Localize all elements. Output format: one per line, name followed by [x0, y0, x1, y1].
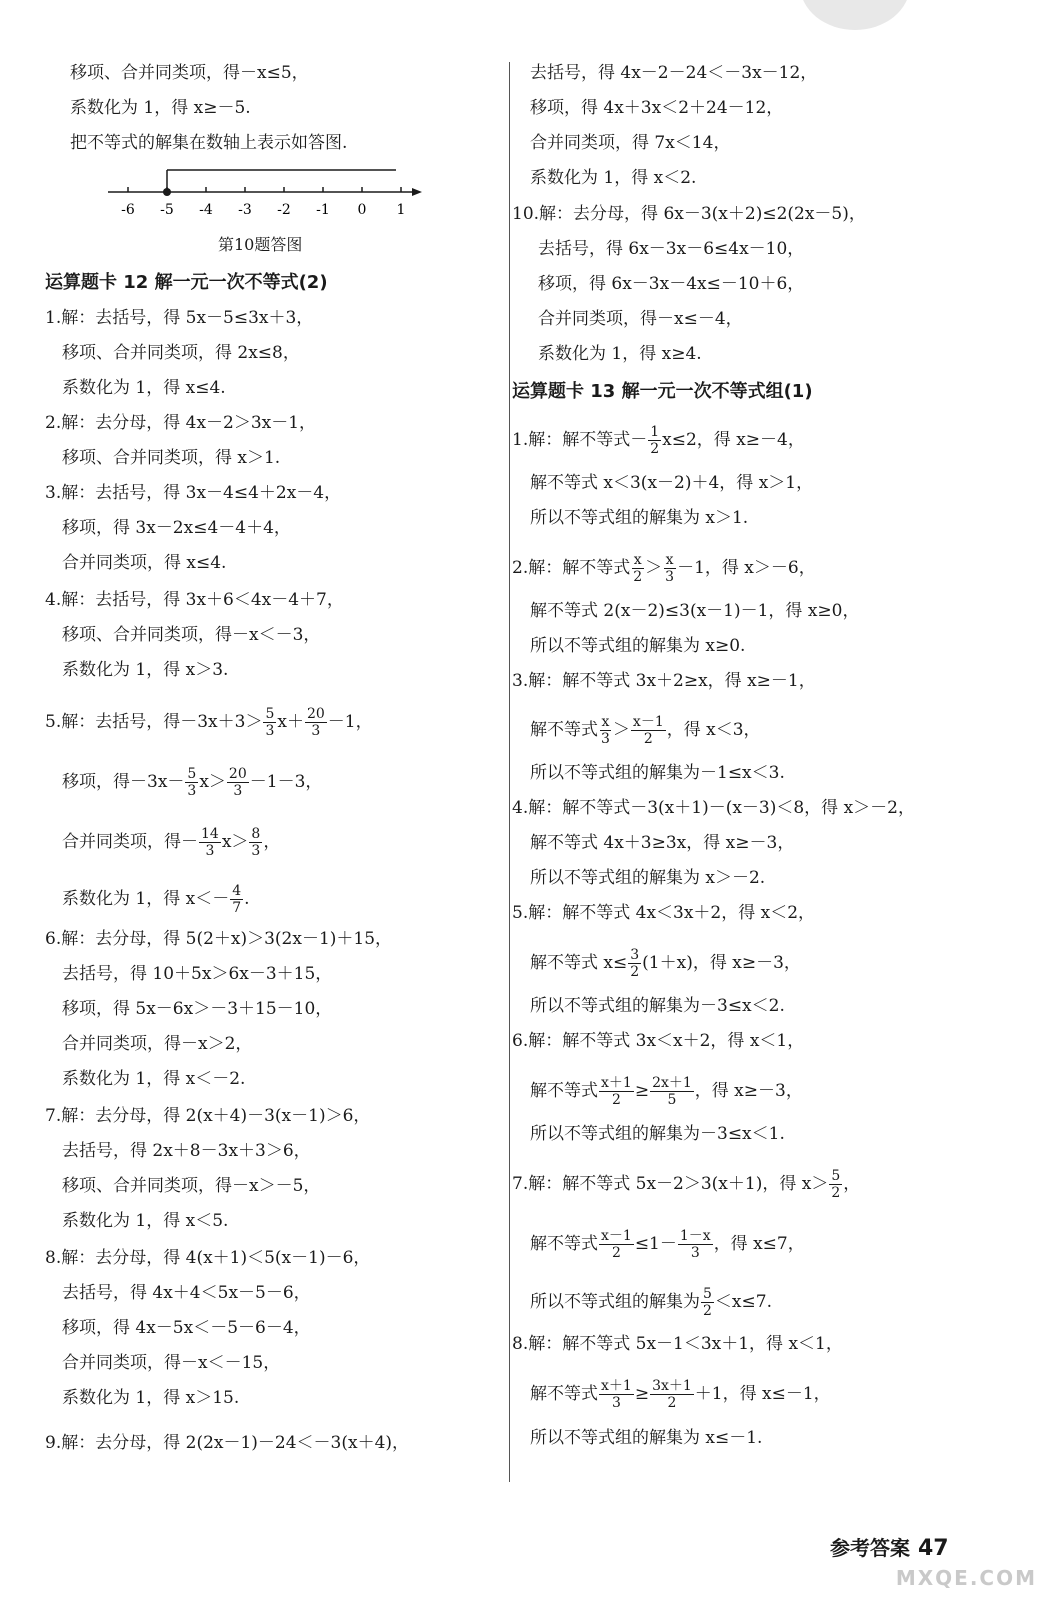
text-line: 3.解：去括号，得 3x－4≤4＋2x－4，	[45, 483, 342, 503]
text-line: 移项，得 4x－5x＜－5－6－4，	[62, 1318, 311, 1338]
formula-line: 解不等式 $\frac{x+1}{3}$ ≥ $\frac{3x+1}{2}$ ＋1，得 x≤－1，	[530, 1378, 831, 1411]
text-line: 系数化为 1，得 x＜5.	[62, 1211, 229, 1231]
tick-label: -3	[238, 202, 252, 218]
footer-label: 参考答案	[830, 1536, 910, 1560]
text-line: 合并同类项，得 7x＜14，	[530, 133, 731, 153]
text-line: 所以不等式组的解集为－3≤x＜2.	[530, 996, 785, 1016]
formula-line: 合并同类项，得－ $\frac{14}{3}$ x＞ $\frac{8}{3}$ ，	[62, 826, 281, 859]
text-line: 把不等式的解集在数轴上表示如答图.	[70, 133, 348, 153]
text-line: 去括号，得 4x＋4＜5x－5－6，	[62, 1283, 311, 1303]
text-line: 所以不等式组的解集为－3≤x＜1.	[530, 1124, 785, 1144]
tick-label: -5	[160, 202, 174, 218]
text-line: 7.解：去分母，得 2(x＋4)－3(x－1)＞6，	[45, 1106, 371, 1126]
watermark: MXQE.COM	[895, 1566, 1037, 1590]
figure-caption: 第10题答图	[218, 235, 303, 254]
formula-line: 2.解：解不等式 $\frac{x}{2}$ ＞ $\frac{x}{3}$ －1，得 x＞－6，	[512, 552, 816, 585]
text-line: 解不等式 x＜3(x－2)＋4，得 x＞1，	[530, 473, 814, 493]
text-line: 合并同类项，得 x≤4.	[62, 553, 227, 573]
text-line: 所以不等式组的解集为 x＞－2.	[530, 868, 766, 888]
text-line: 5.解：解不等式 4x＜3x＋2，得 x＜2，	[512, 903, 816, 923]
text-line: 8.解：去分母，得 4(x＋1)＜5(x－1)－6，	[45, 1248, 371, 1268]
text-line: 移项、合并同类项，得 x＞1.	[62, 448, 281, 468]
number-line-figure	[100, 158, 430, 220]
formula-line: 5.解：去括号，得－3x＋3＞ $\frac{5}{3}$ x＋ $\frac{20}{3}$ －1，	[45, 706, 373, 739]
text-line: 3.解：解不等式 3x＋2≥x，得 x≥－1，	[512, 671, 816, 691]
formula-line: 1.解：解不等式－ $\frac{1}{2}$ x≤2，得 x≥－4，	[512, 424, 805, 457]
tick-label: -1	[316, 202, 330, 218]
formula-line: 系数化为 1，得 x＜－ $\frac{4}{7}$ .	[62, 883, 250, 916]
text-line: 9.解：去分母，得 2(2x－1)－24＜－3(x＋4)，	[45, 1433, 410, 1453]
corner-decoration	[800, 0, 910, 30]
tick-label: -2	[277, 202, 291, 218]
text-line: 系数化为 1，得 x＞3.	[62, 660, 229, 680]
text-line: 所以不等式组的解集为－1≤x＜3.	[530, 763, 785, 783]
tick-label: -6	[121, 202, 135, 218]
text-line: 系数化为 1，得 x≥4.	[538, 344, 702, 364]
text-line: 移项、合并同类项，得 2x≤8，	[62, 343, 300, 363]
text-line: 系数化为 1，得 x≤4.	[62, 378, 226, 398]
text-line: 去括号，得 2x＋8－3x＋3＞6，	[62, 1141, 311, 1161]
text-line: 合并同类项，得－x＞2，	[62, 1034, 253, 1054]
text-line: 移项，得 3x－2x≤4－4＋4，	[62, 518, 291, 538]
formula-line: 解不等式 x≤ $\frac{3}{2}$ (1＋x)，得 x≥－3，	[530, 947, 801, 980]
tick-label: -4	[199, 202, 213, 218]
text-line: 6.解：去分母，得 5(2＋x)＞3(2x－1)＋15，	[45, 929, 393, 949]
text-line: 系数化为 1，得 x＜－2.	[62, 1069, 246, 1089]
text-line: 移项、合并同类项，得－x＞－5，	[62, 1176, 321, 1196]
text-line: 4.解：去括号，得 3x＋6＜4x－4＋7，	[45, 590, 344, 610]
text-line: 系数化为 1，得 x＜2.	[530, 168, 697, 188]
text-line: 移项，得 4x＋3x＜2＋24－12，	[530, 98, 784, 118]
formula-line: 7.解：解不等式 5x－2＞3(x＋1)，得 x＞ $\frac{5}{2}$ ，	[512, 1168, 861, 1201]
formula-line: 解不等式 $\frac{x-1}{2}$ ≤1－ $\frac{1-x}{3}$ ，得 x≤7，	[530, 1228, 805, 1261]
text-line: 解不等式 4x＋3≥3x，得 x≥－3，	[530, 833, 795, 853]
text-line: 2.解：去分母，得 4x－2＞3x－1，	[45, 413, 317, 433]
text-line: 去括号，得 6x－3x－6≤4x－10，	[538, 239, 805, 259]
text-line: 移项，得 6x－3x－4x≤－10＋6，	[538, 274, 805, 294]
text-line: 去括号，得 4x－2－24＜－3x－12，	[530, 63, 818, 83]
text-line: 8.解：解不等式 5x－1＜3x＋1，得 x＜1，	[512, 1334, 843, 1354]
text-line: 系数化为 1，得 x≥－5.	[70, 98, 251, 118]
formula-line: 所以不等式组的解集为 $\frac{5}{2}$ ＜x≤7.	[530, 1286, 772, 1319]
solid-point	[163, 188, 171, 196]
text-line: 移项、合并同类项，得－x≤5，	[70, 63, 309, 83]
tick-label: 0	[357, 202, 367, 218]
text-line: 合并同类项，得－x＜－15，	[62, 1353, 281, 1373]
text-line: 所以不等式组的解集为 x≤－1.	[530, 1428, 763, 1448]
text-line: 去括号，得 10＋5x＞6x－3＋15，	[62, 964, 333, 984]
text-line: 移项、合并同类项，得－x＜－3，	[62, 625, 321, 645]
text-line: 10.解：去分母，得 6x－3(x＋2)≤2(2x－5)，	[512, 204, 866, 224]
tick-label: 1	[396, 202, 406, 218]
formula-line: 移项，得－3x－ $\frac{5}{3}$ x＞ $\frac{20}{3}$ －1－3，	[62, 766, 323, 799]
section-heading: 运算题卡 12 解一元一次不等式(2)	[45, 272, 328, 293]
column-divider	[509, 62, 510, 1482]
text-line: 所以不等式组的解集为 x≥0.	[530, 636, 746, 656]
page-footer	[830, 1532, 949, 1561]
text-line: 所以不等式组的解集为 x＞1.	[530, 508, 749, 528]
text-line: 移项，得 5x－6x＞－3＋15－10，	[62, 999, 333, 1019]
text-line: 1.解：去括号，得 5x－5≤3x＋3，	[45, 308, 314, 328]
formula-line: 解不等式 $\frac{x}{3}$ ＞ $\frac{x-1}{2}$ ，得 x＜3，	[530, 714, 761, 747]
text-line: 6.解：解不等式 3x＜x＋2，得 x＜1，	[512, 1031, 805, 1051]
page-number: 47	[918, 1536, 949, 1561]
text-line: 系数化为 1，得 x＞15.	[62, 1388, 240, 1408]
text-line: 4.解：解不等式－3(x＋1)－(x－3)＜8，得 x＞－2，	[512, 798, 915, 818]
section-heading: 运算题卡 13 解一元一次不等式组(1)	[512, 381, 813, 402]
formula-line: 解不等式 $\frac{x+1}{2}$ ≥ $\frac{2x+1}{5}$ ，得 x≥－3，	[530, 1075, 803, 1108]
text-line: 解不等式 2(x－2)≤3(x－1)－1，得 x≥0，	[530, 601, 860, 621]
text-line: 合并同类项，得－x≤－4，	[538, 309, 743, 329]
